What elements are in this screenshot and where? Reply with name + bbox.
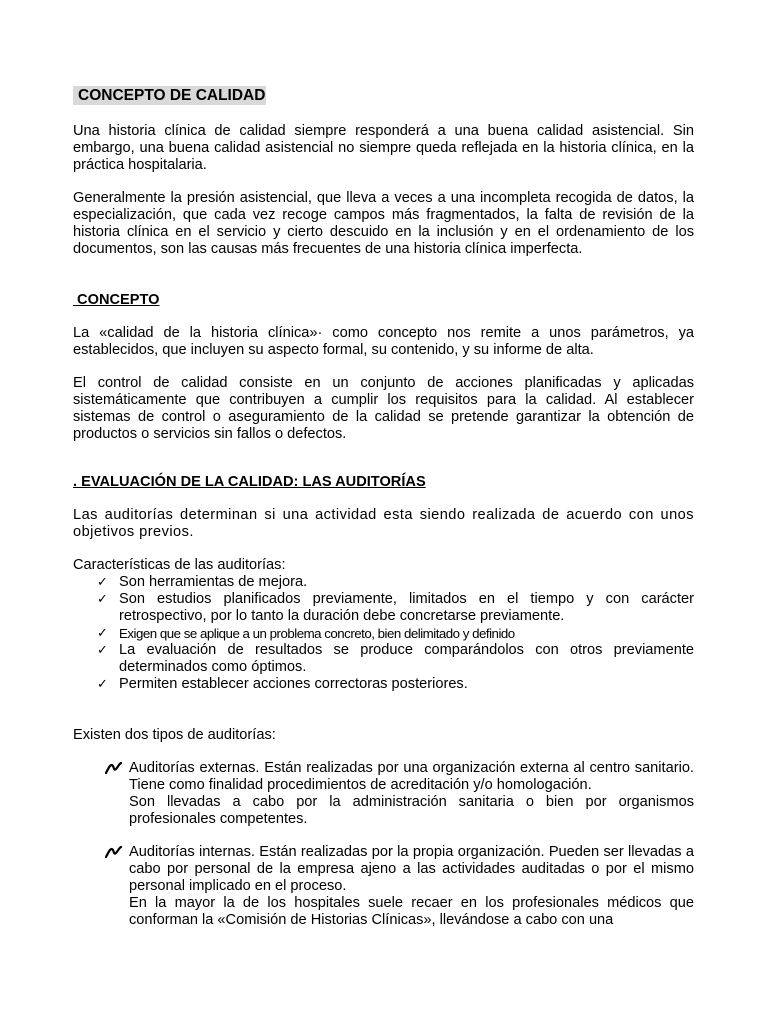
list-item: ✓ Exigen que se aplique a un problema concreto, bien delimitado y definido	[97, 626, 515, 641]
page-title: CONCEPTO DE CALIDAD	[73, 86, 266, 105]
check-icon: ✓	[97, 643, 108, 658]
concepto-paragraph-1: La «calidad de la historia clínica»· como concepto nos remite a unos parámetros, ya establecidos, que incluyen su aspecto formal, su contenido, y su informe de alta.	[73, 325, 694, 358]
audit-types-list	[73, 760, 694, 929]
list-item: Auditorías internas. Están realizadas por la propia organización. Pueden ser llevadas a cabo por personal de la empresa ajeno a las actividades auditadas o por el mismo personal implicado en el proceso. En la mayor la de los hospitales suele recaer en los profesionales médicos que conforman la «Comisión de Historias Clínicas», llevándose a cabo con una	[105, 844, 694, 929]
evaluacion-paragraph-1: Las auditorías determinan si una actividad esta siendo realizada de acuerdo con unos objetivos previos.	[73, 507, 694, 540]
list-item: Auditorías externas. Están realizadas por una organización externa al centro sanitario. Tiene como finalidad procedimientos de acreditación y/o homologación. Son llevadas a cabo por la administración sanitaria o bien por organismos profesionales competentes.	[105, 760, 694, 828]
concepto-heading: CONCEPTO	[73, 292, 160, 308]
list-item: ✓ La evaluación de resultados se produce comparándolos con otros previamente determinados como óptimos.	[97, 642, 694, 675]
intro-paragraph-2: Generalmente la presión asistencial, que lleva a veces a una incompleta recogida de datos, la especialización, que cada vez recoge campos más fragmentados, la falta de revisión de la historia clínica en el servicio y cierto descuido en la inclusión y en el ordenamiento de los documentos, son las causas más frecuentes de una historia clínica imperfecta.	[73, 190, 694, 257]
check-icon: ✓	[97, 592, 108, 607]
list-item: ✓ Son estudios planificados previamente, limitados en el tiempo y con carácter retrospectivo, por lo tanto la duración debe concretarse previamente.	[97, 591, 694, 624]
list-item: ✓ Son herramientas de mejora.	[97, 574, 308, 590]
characteristics-list	[73, 574, 694, 693]
section-title	[73, 86, 694, 105]
list-item: ✓ Permiten establecer acciones correctoras posteriores.	[97, 676, 468, 692]
check-icon: ✓	[97, 677, 108, 692]
check-icon: ✓	[97, 575, 108, 590]
check-icon: ✓	[97, 626, 108, 641]
evaluacion-heading: . EVALUACIÓN DE LA CALIDAD: LAS AUDITORÍAS	[73, 474, 426, 490]
types-intro: Existen dos tipos de auditorías:	[73, 727, 276, 743]
intro-paragraph-1: Una historia clínica de calidad siempre responderá a una buena calidad asistencial. Sin embargo, una buena calidad asistencial no siempre queda reflejada en la historia clínica, en la práctica hospitalaria.	[73, 123, 694, 173]
concepto-paragraph-2: El control de calidad consiste en un conjunto de acciones planificadas y aplicadas sistemáticamente que contribuyen a cumplir los requisitos para la calidad. Al establecer sistemas de control o aseguramiento de la calidad se pretende garantizar la obtención de productos o servicios sin fallos o defectos.	[73, 375, 694, 442]
document-body	[73, 86, 694, 929]
wave-bullet-icon	[105, 761, 123, 775]
wave-bullet-icon	[105, 845, 123, 859]
characteristics-intro: Características de las auditorías:	[73, 557, 286, 573]
